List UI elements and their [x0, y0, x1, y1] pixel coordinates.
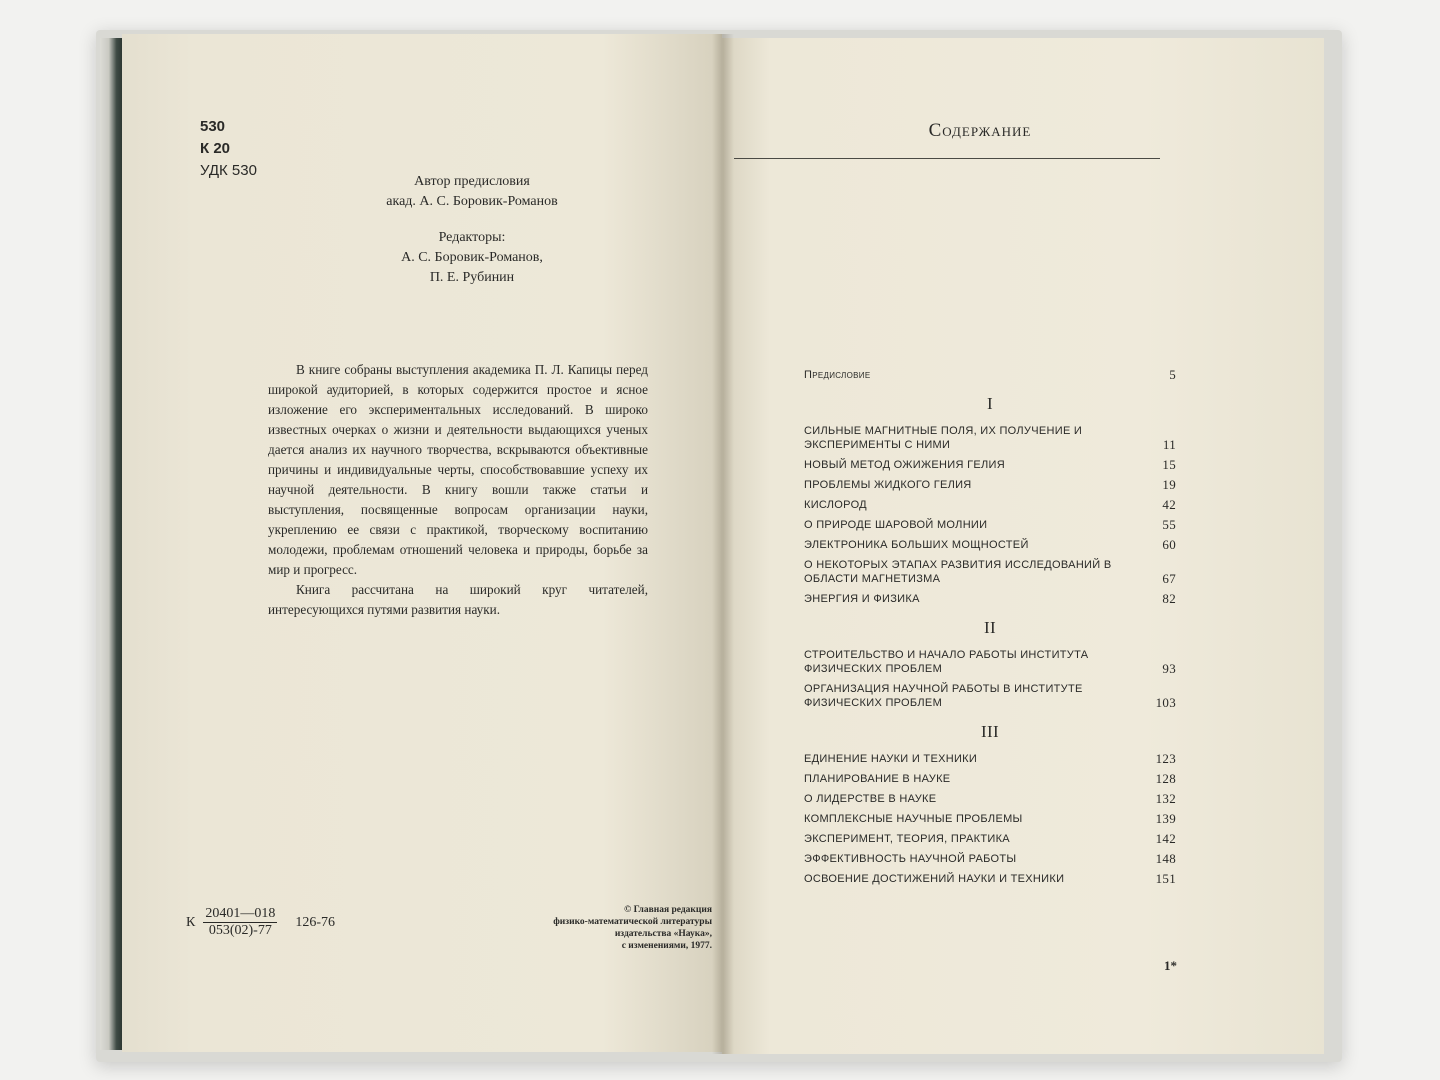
toc-entry-page: 42	[1162, 497, 1176, 512]
book-gutter	[712, 34, 734, 1054]
toc-entry	[804, 592, 1176, 606]
toc-entry-page: 123	[1155, 751, 1176, 766]
preface-author-label: Автор предисловия	[414, 174, 530, 189]
toc-entry-page: 19	[1162, 477, 1176, 492]
annotation-paragraph: Книга рассчитана на широкий круг читателей, интересующихся путями развития науки.	[268, 582, 648, 617]
toc-entry-title: ЭНЕРГИЯ И ФИЗИКА	[804, 593, 920, 605]
credits-block	[322, 172, 622, 288]
signature-mark: 1*	[1164, 958, 1177, 973]
publisher-copyright	[500, 904, 712, 952]
toc-entry	[804, 538, 1176, 552]
toc-entry-page: 128	[1155, 771, 1176, 786]
toc-entry	[804, 792, 1176, 806]
publication-code	[186, 906, 335, 939]
toc-entry-title: О ПРИРОДЕ ШАРОВОЙ МОЛНИИ	[804, 519, 988, 531]
classification-codes	[200, 116, 257, 182]
toc-entry	[804, 832, 1176, 846]
toc-entry	[804, 498, 1176, 512]
toc-entry	[804, 478, 1176, 492]
toc-entry-title: НОВЫЙ МЕТОД ОЖИЖЕНИЯ ГЕЛИЯ	[804, 459, 1005, 471]
toc-entry-title: ЕДИНЕНИЕ НАУКИ И ТЕХНИКИ	[804, 753, 978, 765]
editors-label: Редакторы:	[438, 230, 506, 245]
book-cover-edge	[100, 38, 122, 1050]
toc-entry-page: 93	[1162, 661, 1176, 676]
toc-entry-title: Предисловие	[804, 369, 871, 381]
toc-entry-title: ЭКСПЕРИМЕНТ, ТЕОРИЯ, ПРАКТИКА	[804, 833, 1010, 845]
toc-title: Содержание	[928, 120, 1032, 141]
toc-entry-title: ЭЛЕКТРОНИКА БОЛЬШИХ МОЩНОСТЕЙ	[804, 539, 1029, 551]
toc-entry-page: 132	[1155, 791, 1176, 806]
preface-author: акад. А. С. Боровик-Романов	[386, 194, 558, 209]
toc-entry-page: 151	[1155, 871, 1176, 886]
toc-entry	[804, 458, 1176, 472]
book-annotation	[268, 360, 648, 620]
toc-entry-title: КИСЛОРОД	[804, 499, 867, 511]
toc-entry-page: 103	[1155, 695, 1176, 710]
toc-entry-title: ПЛАНИРОВАНИЕ В НАУКЕ	[804, 773, 951, 785]
toc-entry-page: 82	[1162, 591, 1176, 606]
pub-code-denominator: 053(02)-77	[208, 923, 272, 938]
toc-entry	[804, 812, 1176, 826]
toc-entry-page: 15	[1162, 457, 1176, 472]
toc-entry-page: 55	[1162, 517, 1176, 532]
toc-entry-page: 67	[1162, 571, 1176, 586]
bbk-code: 530	[200, 118, 226, 135]
toc-entry-title: ОСВОЕНИЕ ДОСТИЖЕНИЙ НАУКИ И ТЕХНИКИ	[804, 873, 1065, 885]
toc-entry	[804, 424, 1176, 452]
pub-code-number: 126-76	[295, 914, 336, 930]
udk-code: УДК 530	[200, 162, 257, 179]
toc-entry	[804, 852, 1176, 866]
publisher-line: © Главная редакция	[624, 905, 712, 915]
toc-entry	[804, 558, 1176, 586]
publisher-line: физико-математической литературы	[553, 917, 712, 927]
pub-code-fraction	[203, 906, 277, 939]
toc-entry-page: 139	[1155, 811, 1176, 826]
toc-entry-page: 5	[1169, 367, 1176, 382]
toc-entry-title: О ЛИДЕРСТВЕ В НАУКЕ	[804, 793, 937, 805]
annotation-paragraph: В книге собраны выступления академика П. Л. Капицы перед широкой аудиторией, в которых содержится простое и ясное изложение его экспериментальных исследований. В широко известных очерках о жизни и деятельности выдающихся ученых дается анализ их научного творчества, вскрываются объективные причины и индивидуальные черты, способствовавшие успеху их научной деятельности. В книгу вошли также статьи и выступления, посвященные вопросам организации науки, укреплению ее связи с практикой, творческому воспитанию молодежи, проблемам отношений человека и природы, борьбе за мир и прогресс.	[268, 362, 648, 577]
toc-entry-title: ЭФФЕКТИВНОСТЬ НАУЧНОЙ РАБОТЫ	[804, 853, 1017, 865]
toc-entry	[804, 682, 1176, 710]
section-numeral: III	[981, 722, 999, 741]
toc-entry-title: СТРОИТЕЛЬСТВО И НАЧАЛО РАБОТЫ ИНСТИТУТА ФИЗИЧЕСКИХ ПРОБЛЕМ	[804, 649, 1089, 675]
toc-entry-title: КОМПЛЕКСНЫЕ НАУЧНЫЕ ПРОБЛЕМЫ	[804, 813, 1023, 825]
toc-entry-page: 11	[1162, 437, 1176, 452]
toc-entry	[804, 752, 1176, 766]
toc-entry	[804, 648, 1176, 676]
toc-entry-title: СИЛЬНЫЕ МАГНИТНЫЕ ПОЛЯ, ИХ ПОЛУЧЕНИЕ И ЭКСПЕРИМЕНТЫ С НИМИ	[804, 425, 1083, 451]
toc-entry-title: ОРГАНИЗАЦИЯ НАУЧНОЙ РАБОТЫ В ИНСТИТУТЕ ФИЗИЧЕСКИХ ПРОБЛЕМ	[804, 683, 1083, 709]
section-numeral: I	[987, 394, 993, 413]
toc-entry-page: 142	[1155, 831, 1176, 846]
publisher-line: с изменениями, 1977.	[621, 941, 712, 951]
toc-entry-title: О НЕКОТОРЫХ ЭТАПАХ РАЗВИТИЯ ИССЛЕДОВАНИЙ В ОБЛАСТИ МАГНЕТИЗМА	[804, 559, 1112, 585]
toc-entry-title: ПРОБЛЕМЫ ЖИДКОГО ГЕЛИЯ	[804, 479, 972, 491]
toc-entry	[804, 772, 1176, 786]
toc-entry-page: 148	[1155, 851, 1176, 866]
editor-name: П. Е. Рубинин	[429, 270, 515, 285]
toc-entry-page: 60	[1162, 537, 1176, 552]
author-mark: К 20	[200, 140, 231, 157]
toc-rule	[734, 158, 1160, 159]
section-numeral: II	[984, 618, 996, 637]
editor-name: А. С. Боровик-Романов,	[401, 250, 543, 265]
toc-entry	[804, 518, 1176, 532]
publisher-line: издательства «Наука»,	[614, 929, 712, 939]
toc-entry-preface	[804, 368, 1176, 382]
pub-code-letter: К	[186, 914, 196, 930]
table-of-contents	[804, 368, 1176, 892]
toc-entry	[804, 872, 1176, 886]
pub-code-numerator: 20401—018	[205, 906, 276, 921]
